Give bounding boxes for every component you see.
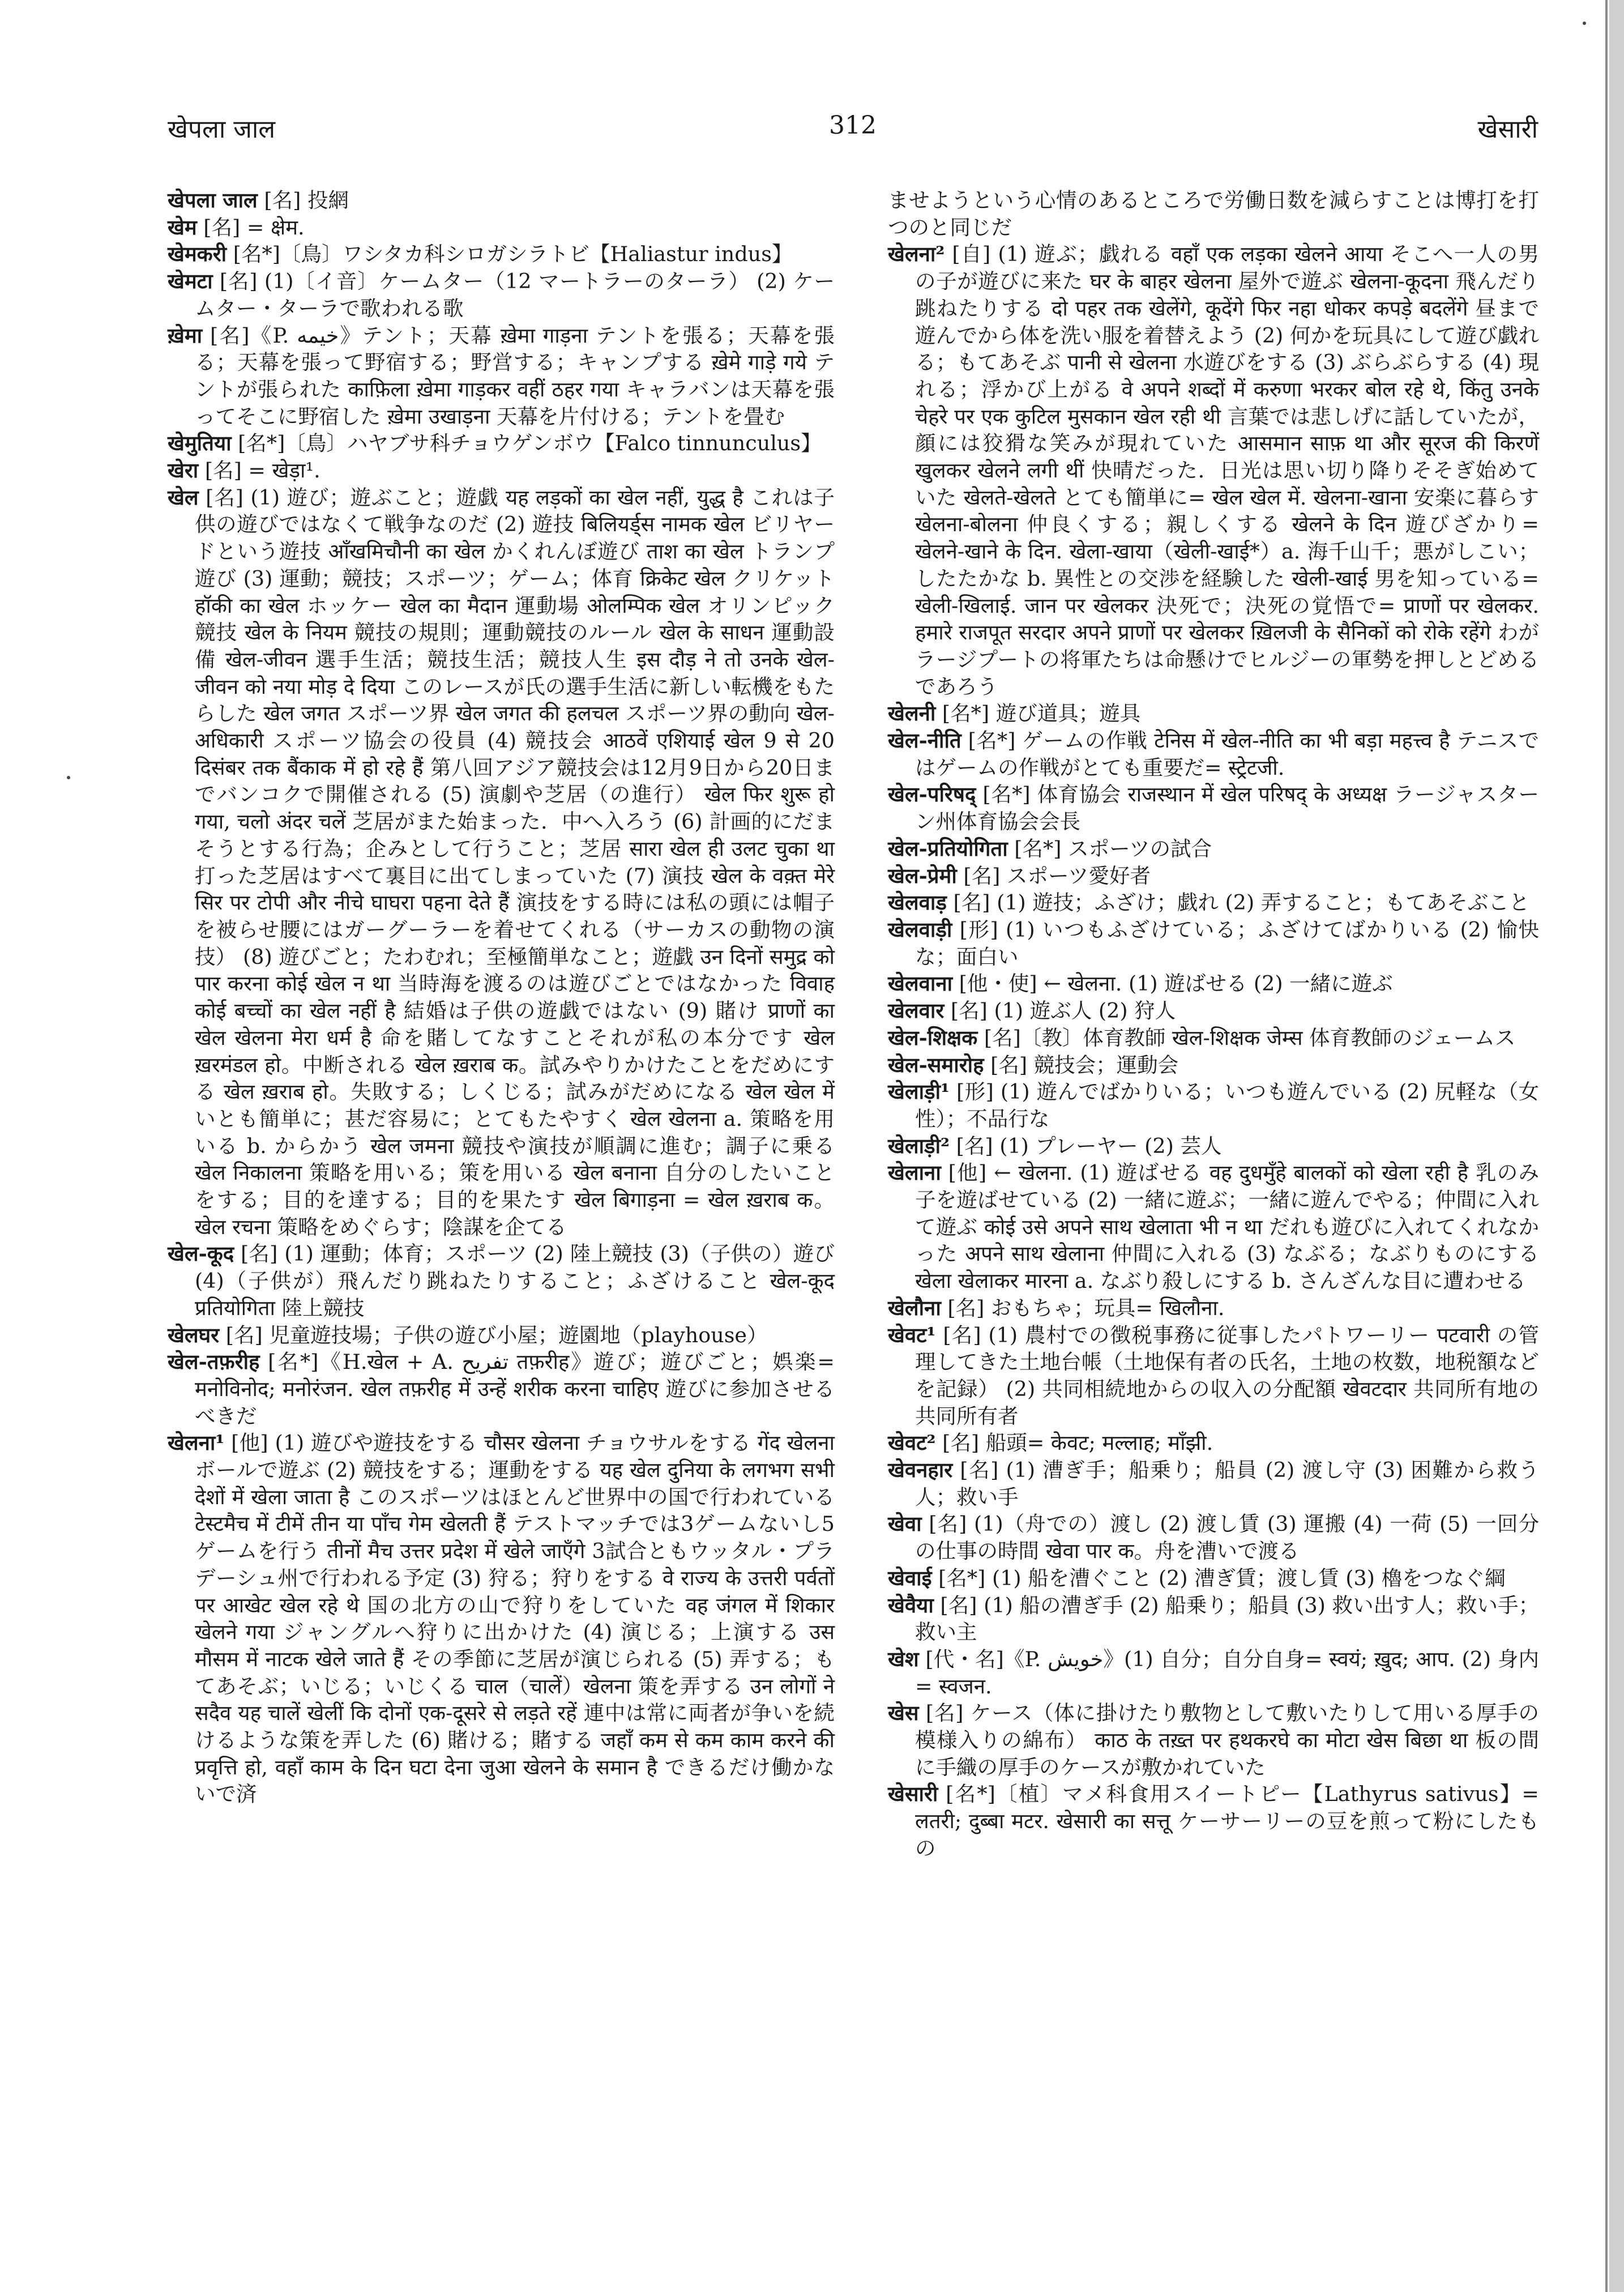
entry-definition: [名*] (1) 船を漕ぐこと (2) 漕ぎ賃；渡し賃 (3) 櫓をつなぐ綱 (931, 1565, 1506, 1590)
dictionary-entry (888, 1159, 1539, 1295)
dictionary-entry (168, 187, 835, 214)
entry-headword: खेलाड़ी¹ (888, 1079, 950, 1104)
entry-definition: [名] おもちゃ；玩具= खिलौना. (941, 1295, 1225, 1320)
dictionary-entry (888, 1078, 1539, 1132)
entry-definition: [名]《P. خيمه》テント；天幕 ख़ेमा गाड़ना テントを張る；天幕を張る；天幕を張って野宿する；野営する；キャンプする ख़ेमे गाड़े गये テントが張られた काफ़िला ख़ेमा गाड़कर वहीं ठहर गया キャラバンは天幕を張ってそこに野宿した ख़ेमा उखाड़ना 天幕を片付ける；テントを畳む (195, 323, 835, 429)
dictionary-entry (888, 1133, 1539, 1160)
dictionary-entry (168, 484, 835, 1241)
entry-headword: खेमटा (168, 269, 213, 294)
dictionary-entry (888, 997, 1539, 1025)
dictionary-entry (888, 835, 1539, 863)
scan-speck (67, 776, 70, 779)
dictionary-entry (168, 322, 835, 430)
entry-headword: खेम (168, 215, 197, 240)
dictionary-entry (888, 916, 1539, 970)
dictionary-entry (888, 1429, 1539, 1457)
entry-headword: खेलवाड़ (888, 890, 947, 915)
dictionary-entry (888, 1052, 1539, 1079)
entry-headword: खेलघर (168, 1322, 220, 1347)
dictionary-entry (888, 1510, 1539, 1564)
entry-definition: [名] (1)〔イ音〕ケームター（12 マートラーのターラ） (2) ケームター・ターラで歌われる歌 (195, 269, 835, 321)
entry-headword: खेवाई (888, 1565, 932, 1590)
entry-headword: खेल-तफ़रीह (168, 1350, 260, 1375)
entry-headword: खेपला जाल (168, 188, 258, 212)
entry-definition: [名*] ゲームの作戦 टेनिस में खेल-नीति का भी बड़ा महत्त्व है テニスではゲームの作戦がとても重要だ= स्ट्रेटजी. (915, 728, 1539, 780)
entry-definition: [名*]〔鳥〕ハヤブサ科チョウゲンボウ【Falco tinnunculus】 (231, 431, 822, 456)
entry-definition: [形] (1) いつもふざけている；ふざけてばかりいる (2) 愉快な；面白い (915, 917, 1539, 969)
entry-definition: [名]〔教〕体育教師 खेल-शिक्षक जेम्स 体育教師のジェームス (977, 1025, 1516, 1050)
entry-headword: ख़ेमा (168, 323, 203, 348)
left-column (168, 187, 835, 1808)
entry-headword: खेलवाना (888, 971, 953, 996)
dictionary-entry (888, 863, 1539, 890)
dictionary-entry (888, 1322, 1539, 1430)
entry-headword: खेस (888, 1701, 919, 1726)
running-head-right: खेसारी (1477, 115, 1538, 144)
entry-definition: [名] (1) 農村での徴税事務に従事したパトワーリー पटवारी の管理してきた土地台帳（土地保有者の氏名，土地の枚数，地税額などを記録） (2) 共同相続地からの収入の分配額 खेवटदार 共同所有地の共同所有者 (915, 1322, 1539, 1428)
entry-definition: [名*] 遊び道具；遊具 (935, 701, 1141, 726)
entry-headword: खेल-शिक्षक (888, 1025, 978, 1050)
entry-headword: खेवट¹ (888, 1322, 936, 1347)
entry-definition: [名] (1) 漕ぎ手；船乗り；船員 (2) 渡し守 (3) 困難から救う人；救い手 (915, 1458, 1539, 1509)
dictionary-entry (888, 241, 1539, 700)
entry-definition: [名*] スポーツの試合 (1007, 836, 1212, 861)
dictionary-entry (168, 214, 835, 241)
entry-headword: खेल-नीति (888, 728, 961, 753)
entry-headword: खेवनहार (888, 1458, 953, 1483)
entry-definition: [名] 競技会；運動会 (984, 1052, 1179, 1077)
entry-definition: [名] 船頭= केवट; मल्लाह; माँझी. (935, 1431, 1213, 1456)
dictionary-entry (888, 970, 1539, 997)
entry-headword: खेलना² (888, 242, 945, 267)
dictionary-entry (168, 268, 835, 322)
entry-definition: [名*]〔植〕マメ科食用スイートピー【Lathyrus sativus】= लतरी; दुब्बा मटर. खेसारी का सत्तू ケーサーリーの豆を煎って粉にしたもの (915, 1782, 1539, 1860)
entry-headword: खेल (168, 485, 199, 510)
dictionary-entry (888, 1781, 1539, 1862)
entry-definition: [名] = खेड़ा¹. (198, 458, 320, 483)
entry-headword: खेमकरी (168, 242, 227, 267)
entry-headword: खेवा (888, 1512, 922, 1536)
dictionary-entry (888, 727, 1539, 781)
entry-definition: [名] (1) 遊ぶ人 (2) 狩人 (944, 998, 1176, 1023)
entry-definition: [名] (1) プレーヤー (2) 芸人 (950, 1133, 1222, 1158)
entry-headword: खेलौना (888, 1295, 941, 1320)
entry-headword: खेलवार (888, 998, 945, 1023)
dictionary-entry (888, 1592, 1539, 1646)
scan-edge-shadow (1609, 0, 1624, 2292)
entry-definition: [他・使] ← खेलना. (1) 遊ばせる (2) 一緒に遊ぶ (952, 971, 1393, 996)
entry-definition: [名] (1) 遊技；ふざけ；戯れ (2) 弄すること；もてあそぶこと (946, 890, 1530, 915)
page-header (168, 111, 1538, 156)
entry-definition: [名] ケース（体に掛けたり敷物として敷いたりして用いる厚手の模様入りの綿布） काठ के तख़्त पर हथकरघे का मोटा खेस बिछा था 板の間に手織の厚手のケースが敷かれていた (915, 1701, 1539, 1779)
dictionary-entry (888, 1025, 1539, 1052)
entry-definition: [他] (1) 遊びや遊技をする चौसर खेलना チョウサルをする गेंद खेलना ボールで遊ぶ (2) 競技をする；運動をする यह खेल दुनिया के लगभग सभी देशों में खेला जाता है このスポーツはほとんど世界中の国で行われている टेस्टमैच में टीमें तीन या पाँच गेम खेलती हैं テストマッチでは3ゲームないし5ゲームを行う तीनों मैच उत्तर प्रदेश में खेले जाएँगे 3試合ともウッタル・プラデーシュ州で行われる予定 (3) 狩る；狩りをする वे राज्य के उत्तरी पर्वतों पर आखेट खेल रहे थे 国の北方の山で狩りをしていた वह जंगल में शिकार खेलने गया ジャングルへ狩りに出かけた (4) 演じる；上演する उस मौसम में नाटक खेले जाते हैं その季節に芝居が演じられる (5) 弄する；もてあそぶ；いじる；いじくる चाल（चालें）खेलना 策を弄する उन लोगों ने सदैव यह चालें खेलीं कि दोनों एक-दूसरे से लड़ते रहें 連中は常に両者が争いを続けるような策を弄した (6) 賭ける；賭する जहाँ कम से कम काम करने की प्रवृत्ति हो, वहाँ काम के दिन घटा देना जुआ खेलने के समान है できるだけ働かないで済 (195, 1431, 835, 1807)
entry-headword: खेल-कूद (168, 1241, 234, 1266)
entry-headword: खेश (888, 1646, 919, 1671)
entry-definition: [名] = क्षेम. (196, 215, 305, 240)
dictionary-entry (888, 187, 1539, 241)
entry-headword: खेलाड़ी² (888, 1133, 950, 1158)
dictionary-entry (888, 1646, 1539, 1700)
entry-definition: [名*] 体育協会 राजस्थान में खेल परिषद् के अध्यक्ष ラージャスターン州体育協会会長 (915, 782, 1539, 834)
entry-headword: खेरा (168, 458, 199, 483)
entry-definition: [名] 児童遊技場；子供の遊び小屋；遊園地（playhouse） (219, 1322, 768, 1347)
entry-headword: खेसारी (888, 1782, 938, 1807)
entry-definition: [自] (1) 遊ぶ；戯れる वहाँ एक लड़का खेलने आया そこへ一人の男の子が遊びに来た घर के बाहर खेलना 屋外で遊ぶ खेलना-कूदना 飛んだり跳ねたりする दो पहर तक खेलेंगे, कूदेंगे फिर नहा धोकर कपड़े बदलेंगे 昼まで遊んでから体を洗い服を着替えよう (2) 何かを玩具にして遊び戯れる；もてあそぶ पानी से खेलना 水遊びをする (3) ぶらぶらする (4) 現れる；浮かび上がる वे अपने शब्दों में करुणा भरकर बोल रहे थे, किंतु उनके चेहरे पर एक कुटिल मुसकान खेल रही थी 言葉では悲しげに話していたが，顔には狡猾な笑みが現れていた आसमान साफ़ था और सूरज की किरणें खुलकर खेलने लगी थीं 快晴だった．日光は思い切り降りそそぎ始めていた खेलते-खेलते とても簡単に= खेल खेल में. खेलना-खाना 安楽に暮らす खेलना-बोलना 仲良くする；親しくする खेलने के दिन 遊びざかり= खेलने-खाने के दिन. खेला-खाया（खेली-खाई*）a. 海千山千；悪がしこい；したたかな b. 異性との交渉を経験した खेली-खाई 男を知っている= खेली-खिलाई. जान पर खेलकर 決死で；決死の覚悟で= प्राणों पर खेलकर. हमारे राजपूत सरदार अपने प्राणों पर खेलकर ख़िलजी के सैनिकों को रोके रहेंगे わがラージプートの将軍たちは命懸けでヒルジーの軍勢を押しとどめるであろう (915, 242, 1539, 699)
entry-headword: खेल-प्रतियोगिता (888, 836, 1008, 861)
dictionary-entry (888, 700, 1539, 727)
page-number: 312 (829, 111, 877, 140)
entry-definition: [形] (1) 遊んでばかりいる；いつも遊んでいる (2) 尻軽な（女性）；不品行な (915, 1079, 1539, 1131)
entry-definition: ませようという心情のあるところで労働日数を減らすことは博打を打つのと同じだ (888, 188, 1539, 240)
dictionary-entry (888, 1295, 1539, 1322)
entry-definition: [他] ← खेलना. (1) 遊ばせる वह दुधमुँहे बालकों को खेला रही है 乳のみ子を遊ばせている (2) 一緒に遊ぶ；一緒に遊んでやる；仲間に入れて遊ぶ कोई उसे अपने साथ खेलाता भी न था だれも遊びに入れてくれなかった अपने साथ खेलाना 仲間に入れる (3) なぶる；なぶりものにする खेला खेलाकर मारना a. なぶり殺しにする b. さんざんな目に遭わせる (915, 1160, 1539, 1294)
dictionary-entry (888, 1565, 1539, 1592)
entry-definition: [代・名]《P. خويش》(1) 自分；自分自身= स्वयं; ख़ुद; आप. (2) 身内= स्वजन. (915, 1646, 1540, 1698)
dictionary-entry (168, 1322, 835, 1349)
scan-edge-line (1605, 0, 1608, 2292)
entry-definition: [名] スポーツ愛好者 (956, 863, 1151, 888)
running-head-left: खेपला जाल (168, 115, 276, 144)
entry-headword: खेलाना (888, 1160, 941, 1185)
entry-headword: खेमुतिया (168, 431, 232, 456)
entry-headword: खेल-समारोह (888, 1052, 984, 1077)
entry-headword: खेलनी (888, 701, 936, 726)
dictionary-entry (168, 1240, 835, 1321)
entry-headword: खेलना¹ (168, 1431, 225, 1456)
entry-definition: [名*]〔鳥〕ワシタカ科シロガシラトビ【Haliastur indus】 (226, 242, 793, 267)
entry-definition: [名] (1) 運動；体育；スポーツ (2) 陸上競技 (3)（子供の）遊び (4)（子供が）飛んだり跳ねたりすること；ふざけること खेल-कूद प्रतियोगिता 陸上競技 (195, 1241, 835, 1320)
entry-definition: [名*]《H.खेल + A. تفريح तफ़रीह》遊び；遊びごと；娯楽= मनोविनोद; मनोरंजन. खेल तफ़रीह में उन्हें शरीक करना चाहिए 遊びに参加させるべきだ (195, 1350, 835, 1428)
dictionary-entry (168, 241, 835, 268)
entry-definition: [名] (1) 遊び；遊ぶこと；遊戯 यह लड़कों का खेल नहीं, युद्ध है これは子供の遊びではなくて戦争なのだ (2) 遊技 बिलियर्ड्स नामक खेल ビリヤードという遊技 आँखमिचौनी का खेल かくれんぼ遊び ताश का खेल トランプ遊び (3) 運動；競技；スポーツ；ゲーム；体育 क्रिकेट खेल クリケット हॉकी का खेल ホッケー खेल का मैदान 運動場 ओलम्पिक खेल オリンピック競技 खेल के नियम 競技の規則；運動競技のルール खेल के साधन 運動設備 खेल-जीवन 選手生活；競技生活；競技人生 इस दौड़ ने तो उनके खेल-जीवन को नया मोड़ दे दिया このレースが氏の選手生活に新しい転機をもたらした खेल जगत スポーツ界 खेल जगत की हलचल スポーツ界の動向 खेल-अधिकारी スポーツ協会の役員 (4) 競技会 आठवें एशियाई खेल 9 से 20 दिसंबर तक बैंकाक में हो रहे हैं 第八回アジア競技会は12月9日から20日までバンコクで開催される (5) 演劇や芝居（の進行） खेल फिर शुरू हो गया, चलो अंदर चलें 芝居がまた始まった．中へ入ろう (6) 計画的にだまそうとする行為；企みとして行うこと；芝居 सारा खेल ही उलट चुका था 打った芝居はすべて裏目に出てしまっていた (7) 演技 खेल के वक़्त मेरे सिर पर टोपी और नीचे घाघरा पहना देते हैं 演技をする時には私の頭には帽子を被らせ腰にはガーグーラーを着せてくれる（サーカスの動物の演技） (8) 遊びごと；たわむれ；至極簡単なこと；遊戯 उन दिनों समुद्र को पार करना कोई खेल न था 当時海を渡るのは遊びごとではなかった विवाह कोई बच्चों का खेल नहीं है 結婚は子供の遊戯ではない (9) 賭け प्राणों का खेल खेलना मेरा धर्म है 命を賭してなすことそれが私の本分です खेल ख़रमंडल हो。中断される खेल ख़राब क。試みやりかけたことをだめにする खेल ख़राब हो。失敗する；しくじる；試みがだめになる खेल खेल में いとも簡単に；甚だ容易に；とてもたやすく खेल खेलना a. 策略を用いる b. からかう खेल जमना 競技や演技が順調に進む；調子に乗る खेल निकालना 策略を用いる；策を用いる खेल बनाना 自分のしたいことをする；目的を達する；目的を果たす खेल बिगाड़ना = खेल ख़राब क。 खेल रचना 策略をめぐらす；陰謀を企てる (195, 485, 835, 1239)
entry-headword: खेल-परिषद् (888, 782, 976, 807)
dictionary-entry (168, 430, 835, 457)
dictionary-entry (168, 457, 835, 484)
scan-speck (1583, 22, 1586, 25)
entry-definition: [名] (1)（舟での）渡し (2) 渡し賃 (3) 運搬 (4) 一荷 (5) 一回分の仕事の時間 खेवा पार क。舟を漕いで渡る (915, 1512, 1539, 1564)
dictionary-entry (888, 889, 1539, 916)
entry-definition: [名] 投網 (257, 188, 349, 212)
dictionary-entry (168, 1348, 835, 1429)
entry-headword: खेलवाड़ी (888, 917, 952, 942)
dictionary-entry (888, 781, 1539, 835)
dictionary-entry (888, 1700, 1539, 1781)
dictionary-entry (888, 1457, 1539, 1510)
entry-headword: खेवैया (888, 1593, 934, 1617)
entry-definition: [名] (1) 船の漕ぎ手 (2) 船乗り；船員 (3) 救い出す人；救い手；救い主 (915, 1593, 1539, 1645)
right-column (888, 187, 1539, 1862)
dictionary-entry (168, 1429, 835, 1808)
entry-headword: खेल-प्रेमी (888, 863, 957, 888)
entry-headword: खेवट² (888, 1431, 936, 1456)
